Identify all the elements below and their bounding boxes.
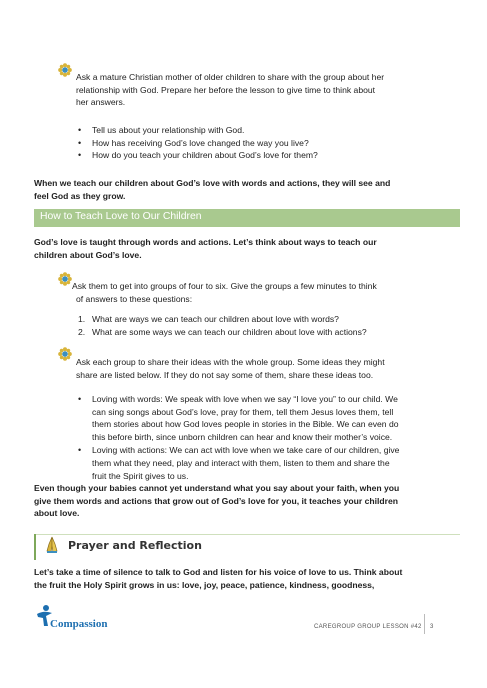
text-line: can sing songs about God’s love, pray for them, tell them Jesus loves them, tell (92, 406, 394, 417)
text-line: Ask them to get into groups of four to six. Give the groups a few minutes to think (72, 281, 377, 291)
section-heading: Prayer and Reflection (68, 539, 202, 552)
section-accent-bar (34, 534, 36, 560)
text-line: the fruit the Holy Spirit grows in us: love, joy, peace, patience, kindness, goodness, (34, 579, 375, 590)
ideas-list (92, 393, 442, 482)
list-item (92, 393, 442, 443)
text-line: of answers to these questions: (76, 293, 193, 304)
section-heading: How to Teach Love to Our Children (40, 211, 202, 222)
list-number: 1. (78, 314, 86, 324)
list-item: • How do you teach your children about God’s love for them? (92, 149, 422, 162)
list-item (78, 313, 422, 326)
text-line: • Loving with words: We speak with love when we say “I love you” to our child. We (92, 394, 398, 404)
text-line: relationship with God. Prepare her before the lesson to give time to think about (76, 84, 376, 95)
compassion-logo: Compassion (50, 618, 108, 630)
text-line: God’s love is taught through words and actions. Let’s think about ways to teach our (34, 237, 377, 247)
text-line: share are listed below. If they do not say some of them, share these ideas too. (76, 369, 374, 380)
flower-icon (58, 347, 72, 361)
mentor-questions-list (92, 124, 422, 162)
list-text: What are ways we can teach our children about love with words? (92, 314, 339, 324)
section-heading-band (34, 209, 460, 227)
text-line: about love. (34, 508, 80, 519)
text-line: them stories about how God loves people in stories in the Bible. We can even do (92, 419, 399, 430)
text-line: Ask each group to share their ideas with the whole group. Some ideas they might (76, 357, 385, 367)
text-line: them what they need, play and interact with them, listen to them and share the (92, 457, 390, 468)
flower-icon (58, 272, 72, 286)
footer-divider (424, 614, 425, 634)
list-item: • Tell us about your relationship with God. (92, 124, 422, 137)
section2-lead (34, 236, 452, 261)
text-line: When we teach our children about God’s love with words and actions, they will see and (34, 178, 391, 188)
groups-instruction (72, 280, 432, 305)
section2-closing (34, 482, 452, 520)
list-item (92, 444, 442, 482)
text-line: feel God as they grow. (34, 190, 126, 201)
text-line: Ask a mature Christian mother of older children to share with the group about her (76, 72, 385, 82)
section1-summary (34, 177, 452, 202)
text-line: this before birth, since unborn children can hear and know their mother’s voice. (92, 431, 393, 442)
footer-lesson-label: CAREGROUP GROUP LESSON #42 (314, 624, 422, 630)
text-line: her answers. (76, 97, 126, 108)
share-instruction (76, 356, 436, 381)
list-number: 2. (78, 326, 86, 337)
text-line: Even though your babies cannot yet understand what you say about your faith, when you (34, 483, 400, 493)
page-number: 3 (430, 624, 434, 630)
text-line: Let’s take a time of silence to talk to God and listen for his voice of love to us. Think about (34, 567, 403, 577)
text-line: fruit the Spirit gives to us. (92, 470, 189, 481)
text-line: give them words and actions that grow out of God’s love for you, it teaches your children (34, 495, 399, 506)
mentor-instruction (76, 71, 416, 109)
section-divider (34, 534, 460, 535)
questions-list (78, 313, 422, 338)
list-item (78, 326, 422, 339)
flower-icon (58, 63, 72, 77)
list-item: • How has receiving God’s love changed the way you live? (92, 137, 422, 150)
text-line: • Loving with actions: We can act with love when we take care of our children, give (92, 445, 400, 456)
text-line: children about God’s love. (34, 249, 142, 260)
praying-hands-icon (44, 536, 60, 554)
prayer-text (34, 566, 452, 591)
list-text: What are some ways we can teach our children about love with actions? (92, 326, 367, 337)
